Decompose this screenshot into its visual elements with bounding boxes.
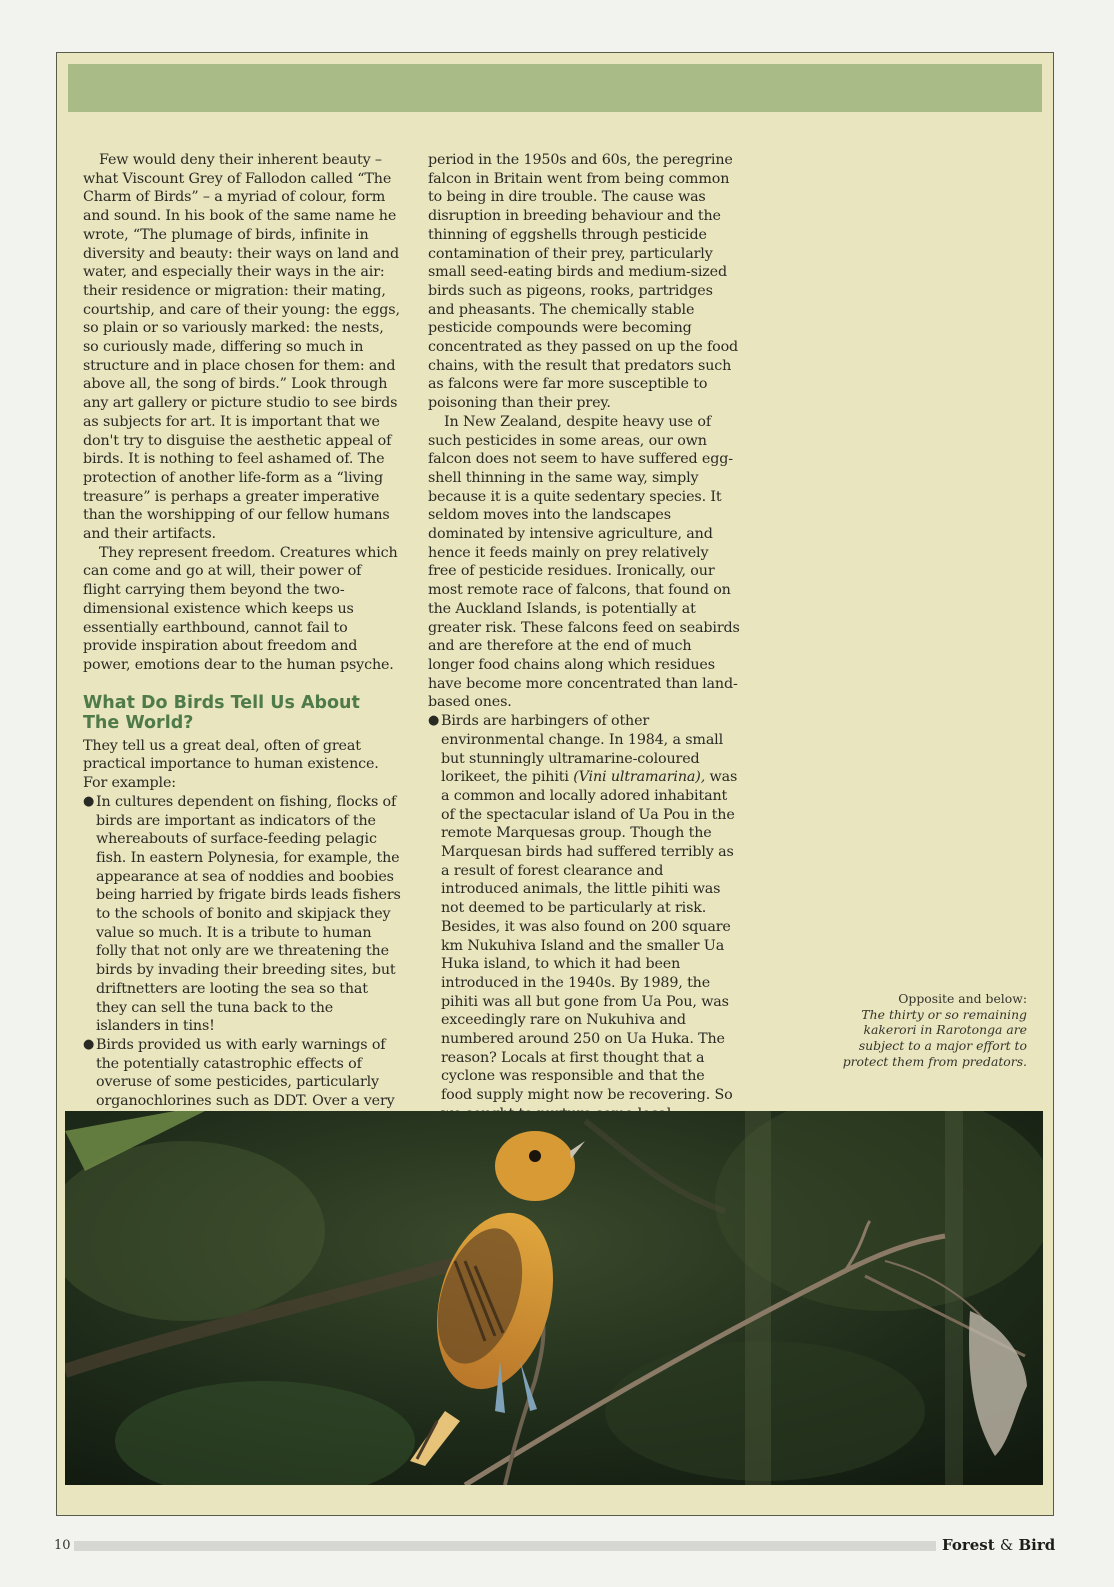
- list-item: [428, 712, 740, 1161]
- bullet-icon: ●: [428, 713, 440, 729]
- list-item-text-b: was a common and locally adored inhabitant of the spectacular island of Ua Pou in the remote Marquesas group. Though the Marquesan birds had suffered terribly as a result of forest clearance and introduced animals, the little pihiti was not deemed to be particularly at risk. Besides, it was also found on 200 square km Nukuhiva Island and the smaller Ua Huka island, to which it had been introduced in the 1940s. By 1989, the pihiti was all but gone from Ua Pou, was exceedingly rare on Nukuhiva and numbered around 250 on Ua Huka. The reason? Locals at first thought that a cyclone was responsible and that the food supply might now be recovering. So: [441, 769, 738, 1104]
- bullet-icon: ●: [83, 793, 95, 809]
- photo-caption: [837, 991, 1027, 1070]
- bullet-list: [83, 793, 401, 1130]
- header-banner: [68, 64, 1042, 112]
- list-item-text: In cultures dependent on fishing, flocks of birds are important as indicators of the whereabouts of surface-feeding pelagic fish. In eastern Polynesia, for example, the appearance at sea of noddies and boobies being harried by frigate birds leads fishers to the schools of bonito and skipjack they value so much. It is a tribute to human folly that not only are we threatening the birds by invading their breeding sites, but driftnetters are looting the sea so that they can sell the tuna back to the islanders in tins!: [96, 793, 401, 1035]
- page-number: 10: [54, 1538, 71, 1553]
- brand-forest: Forest: [942, 1536, 995, 1554]
- kakerori-bird-photo: [65, 1111, 1043, 1485]
- caption-text: The thirty or so remaining kakerori in Rarotonga are subject to a major effort to protect them from predators.: [842, 1006, 1027, 1069]
- article-column-2: [428, 151, 740, 1161]
- brand-bird: Bird: [1018, 1536, 1056, 1554]
- paragraph: In New Zealand, despite heavy use of such pesticides in some areas, our own falcon does not seem to have suffered egg-shell thinning in the same way, simply because it is a quite sedentary species. It seldom moves into the landscapes dominated by intensive agriculture, and hence it feeds mainly on prey relatively free of pesticide residues. Ironically, our most remote race of falcons, that found on the Auckland Islands, is potentially at greater risk. These falcons feed on seabirds and are therefore at the end of much longer food chains along which residues have become more concentrated than land-based ones.: [428, 413, 740, 711]
- paragraph: They represent freedom. Creatures which can come and go at will, their power of flight carrying them beyond the two-dimensional existence which keeps us essentially earthbound, cannot fail to provide inspiration about freedom and power, emotions dear to the human psyche.: [83, 544, 398, 673]
- bird-photo-illustration: [65, 1111, 1043, 1485]
- list-item-text-a: Birds are harbingers of other environmental change. In 1984, a small but stunningly ultramarine-coloured lorikeet, the pihiti: [441, 713, 724, 786]
- bullet-icon: ●: [83, 1036, 95, 1052]
- caption-lead: Opposite and below:: [898, 991, 1027, 1006]
- bullet-list: [428, 712, 740, 1161]
- article-column-1: [83, 151, 401, 1129]
- brand-amp: &: [999, 1536, 1014, 1554]
- list-item: [83, 793, 401, 1036]
- article-panel: [56, 52, 1054, 1516]
- species-name: (Vini ultramarina),: [573, 769, 706, 786]
- paragraph: period in the 1950s and 60s, the peregrine falcon in Britain went from being common to being in dire trouble. The cause was disruption in breeding behaviour and the thinning of eggshells through pesticide contamination of their prey, particularly small seed-eating birds and medium-sized birds such as pigeons, rooks, partridges and pheasants. The chemically stable pesticide compounds were becoming concentrated as they passed on up the food chains, with the result that predators such as falcons were far more susceptible to poisoning than their prey.: [428, 152, 739, 412]
- paragraph: Few would deny their inherent beauty – what Viscount Grey of Fallodon called “The Charm of Birds” – a myriad of colour, form and sound. In his book of the same name he wrote, “The plumage of birds, infinite in diversity and beauty: their ways on land and water, and especially their ways in the air: their residence or migration: their mating, courtship, and care of their young: the eggs, so plain or so variously marked: the nests, so curiously made, differing so much in structure and in place chosen for them: and above all, the song of birds.” Look through any art gallery or picture studio to see birds as subjects for art. It is important that we don't try to disguise the aesthetic appeal of birds. It is nothing to feel ashamed of. The protection of another life-form as a “living treasure” is perhaps a greater imperative than the worshipping of our fellow humans and their artifacts.: [83, 152, 400, 543]
- section-heading: What Do Birds Tell Us About The World?: [83, 692, 360, 733]
- list-item-text: Birds provided us with early warnings of the potentially catastrophic effects of overuse of some pesticides, particularly organochlorines such as DDT. Over a very: [96, 1036, 395, 1110]
- paragraph: They tell us a great deal, often of great practical importance to human existence. For example:: [83, 737, 379, 792]
- footer-rule: [74, 1541, 936, 1551]
- publication-name: [942, 1536, 1055, 1554]
